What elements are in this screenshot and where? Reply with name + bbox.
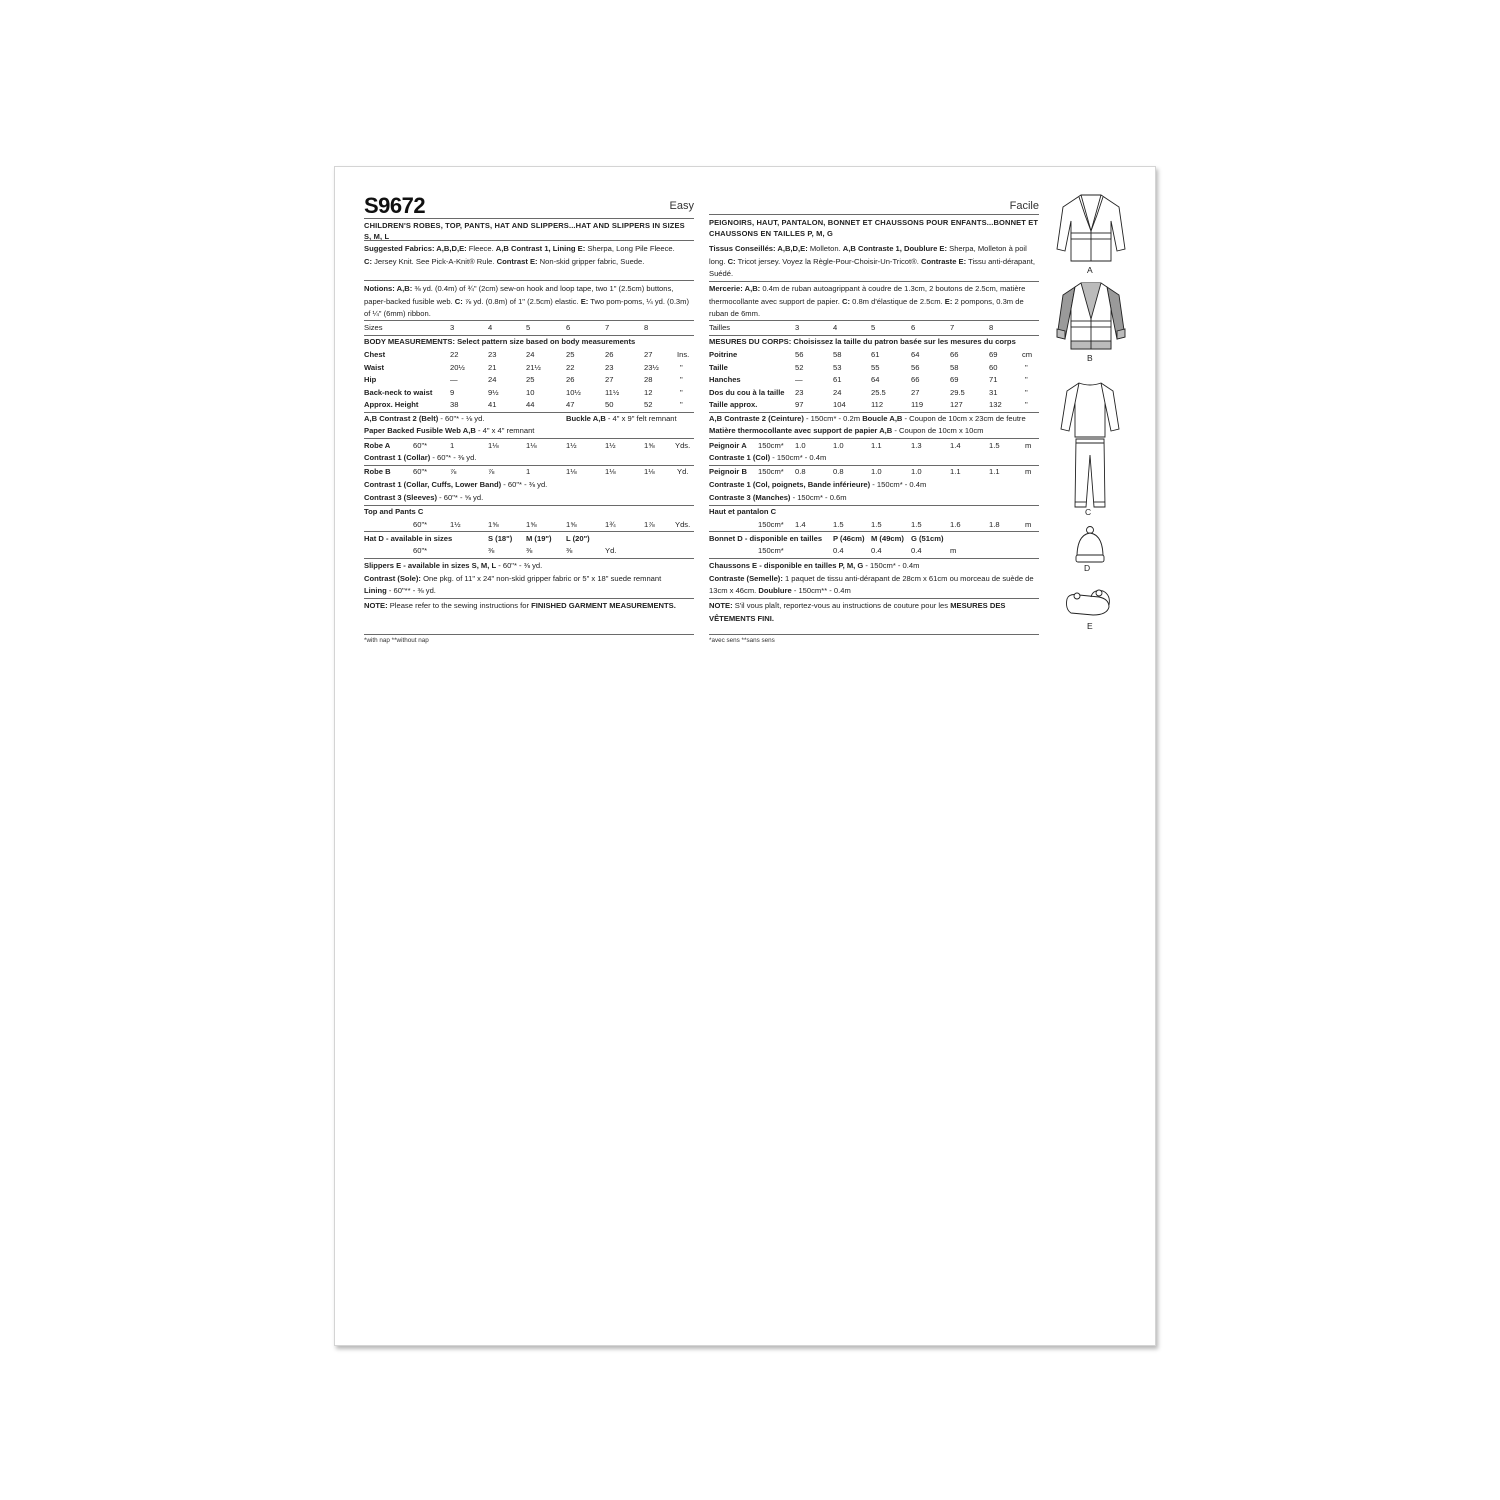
divider — [709, 214, 1039, 215]
divider — [709, 320, 1039, 321]
fusible-web-line: Matière thermocollante avec support de papier A,B - Coupon de 10cm x 10cm — [709, 426, 984, 435]
suggested-fabrics: Suggested Fabrics: A,B,D,E: Fleece. A,B Contrast 1, Lining E: Sherpa, Long Pile Fleece. C: Jersey Knit. See Pick-A-Knit® Rule. Contrast E: Non-skid gripper fabric, Suede. — [364, 244, 675, 266]
body-measurements-heading: BODY MEASUREMENTS: Select pattern size based on body measurements — [364, 337, 636, 346]
robe-b-contrast-3: Contrast 3 (Sleeves) - 60"* - ⅝ yd. — [364, 492, 484, 502]
suggested-fabrics: Tissus Conseillés: A,B,D,E: Molleton. A,B Contraste 1, Doublure E: Sherpa, Molleton à poil long. C: Tricot jersey. Voyez la Règle-Pour-Choisir-Un-Tricot®. Contraste E: Tissu anti-dérapant, Suédé. — [709, 244, 1035, 278]
sizes-label: Sizes — [364, 323, 383, 332]
pattern-code: S9672 — [364, 193, 426, 218]
title-row — [364, 193, 694, 218]
robe-a-icon — [1053, 191, 1129, 273]
sizes-label: Tailles — [709, 323, 731, 332]
divider — [364, 558, 694, 559]
difficulty-level: Facile — [1009, 200, 1039, 212]
hat-d-icon — [1073, 525, 1107, 567]
body-measurements-heading: MESURES DU CORPS: Choisissez la taille du patron basée sur les mesures du corps — [709, 337, 1016, 346]
peignoir-b-contrast-1: Contraste 1 (Col, poignets, Bande inférieure) - 150cm* - 0.4m — [709, 480, 927, 489]
divider — [364, 634, 694, 635]
footnote: *avec sens **sans sens — [709, 637, 775, 644]
robe-b-icon — [1053, 279, 1129, 361]
chaussons-line: Chaussons E - disponible en tailles P, M, G - 150cm* - 0.4m — [709, 561, 920, 570]
sole-line: Contrast (Sole): One pkg. of 11" x 24" non-skid gripper fabric or 5" x 18" suede remnant — [364, 573, 662, 583]
difficulty-level: Easy — [669, 200, 694, 212]
divider — [364, 438, 694, 439]
semelle-block: Contraste (Semelle): 1 paquet de tissu anti-dérapant de 28cm x 61cm ou morceau de suède de 13cm x 46cm. Doublure - 150cm** - 0.4m — [709, 573, 1034, 595]
pattern-title: PEIGNOIRS, HAUT, PANTALON, BONNET ET CHAUSSONS POUR ENFANTS...BONNET ET CHAUSSONS EN TAILLES P, M, G — [709, 218, 1039, 238]
haut-pantalon-label: Haut et pantalon C — [709, 507, 777, 516]
divider — [709, 531, 1039, 532]
note: NOTE: S'il vous plaît, reportez-vous au instructions de couture pour les MESURES DES VÊTEMENTS FINI. — [709, 601, 1006, 623]
divider — [709, 598, 1039, 599]
view-label-e: E — [1087, 621, 1093, 631]
notions: Mercerie: A,B: 0.4m de ruban autoagrippant à coudre de 1.3cm, 2 boutons de 2.5cm, matière thermocollante avec support de papier. C: 0.8m d'élastique de 2.5cm. E: 2 pompons, 0.3m de ruban de 6mm. — [709, 284, 1026, 318]
view-label-a: A — [1087, 265, 1093, 275]
view-label-c: C — [1085, 507, 1092, 517]
divider — [364, 218, 694, 219]
pattern-title: CHILDREN'S ROBES, TOP, PANTS, HAT AND SLIPPERS...HAT AND SLIPPERS IN SIZES S, M, L — [364, 221, 685, 241]
divider — [364, 598, 694, 599]
belt-line: A,B Contraste 2 (Ceinture) - 150cm* - 0.2m Boucle A,B - Coupon de 10cm x 23cm de feutre — [709, 414, 1026, 423]
slippers-e-icon — [1063, 587, 1115, 621]
peignoir-b-contrast-3: Contraste 3 (Manches) - 150cm* - 0.6m — [709, 492, 847, 502]
view-label-d: D — [1084, 563, 1091, 573]
view-label-b: B — [1087, 353, 1093, 363]
divider — [364, 280, 694, 281]
pattern-back-sheet: S9672 Easy CHILDREN'S ROBES, TOP, PANTS, HAT AND SLIPPERS...HAT AND SLIPPERS IN SIZES S, M, L Suggested Fabrics: A,B,D,E: Fleece. A,B Contrast 1, Lining E: Sherpa, Long Pile Fleece. C: Jersey Knit. See Pick-A-Knit® Rule. Contrast E: Non-skid gripper fabric, Suede. Notions: A,B: ⅜ yd. (0.4m) of ¾" (2cm) sew-on hook and loop tape, two 1" (2.5cm) buttons, paper-backed fusible web. C: ⅞ yd. (0.8m) of 1" (2.5cm) elastic. E: Two pom-poms, ¼ yd. (0.3m) of ¼" (6mm) ribbon. Sizes 3 4 5 6 7 8 BODY MEASUREMENTS: Select pattern size based on body measurements Chest 22 23 24 25 26 27 Ins. Waist 20½ 21 21½ 22 23 23½ " Hip — 24 25 26 27 28 " Back-neck to waist 9 9½ 10 10½ 11½ 12 " Approx. Height 38 41 44 47 50 52 " A,B Contrast 2 (Belt) - 60"* - ⅛ yd. Buckle A,B - 4" x 9" felt remnant Paper Backed Fusible Web A,B - 4" x 4" remnant Robe A 60"* 1 1⅛ 1⅛ 1½ 1½ 1⅝ Yds. Contrast 1 (Collar) - 60"* - ⅜ yd. Robe B 60"* ⅞ ⅞ 1 1⅛ 1⅛ 1⅛ Yd. Contrast 1 (Collar, Cuffs, Lower Band) - 60"* - ⅜ yd. Contrast 3 (Sleeves) - 60"* - ⅝ yd. Top and Pants C 60"* 1½ 1⅝ 1⅝ 1⅝ 1¾ 1⅞ Yds. Hat D - available in sizes S (18") M (19") L (20") 60"* ⅜ ⅜ ⅜ Yd. Slippers E - available in sizes S, M, L - 60"* - ⅜ yd. Contrast (Sole): One pkg. of 11" x 24" non-skid gripper fabric or 5" x 18" suede remnant Lining - 60"** - ⅜ yd. NOTE: Please refer to the sewing instructions for FINISHED GARMENT MEASUREMENTS. *with nap **without nap Facile PEIGNOIRS, HAUT, PANTALON, BONNET ET CHAUSSONS POUR ENFANTS...BONNET ET CHAUSSONS EN TAILLES P, M, G Tissus Conseillés: A,B,D,E: Molleton. A,B Contraste 1, Doublure E: Sherpa, Molleton à poil long. C: Tricot jersey. Voyez la Règle-Pour-Choisir-Un-Tricot®. Contraste E: Tissu anti-dérapant, Suédé. Mercerie: A,B: 0.4m de ruban autoagrippant à coudre de 1.3cm, 2 boutons de 2.5cm, matière thermocollante avec support de papier. C: 0.8m d'élastique de 2.5cm. E: 2 pompons, 0.3m de ruban de 6mm. Tailles 3 4 5 6 7 8 MESURES DU CORPS: Choisissez la taille du patron basée sur les mesures du corps Poitrine 56 58 61 64 66 69 cm Taille 52 53 55 56 58 60 " Hanches — 61 64 66 69 71 " Dos du cou à la taille 23 24 25.5 27 29.5 31 " Taille approx. 97 104 112 119 127 132 " A,B Contraste 2 (Ceinture) - 150cm* - 0.2m Boucle A,B - Coupon de 10cm x 23cm de feutre Matière thermocollante avec support de papier A,B - Coupon de 10cm x 10cm Peignoir A 150cm* 1.0 1.0 1.1 1.3 1.4 1.5 m Contraste 1 (Col) - 150cm* - 0.4m Peignoir B 150cm* 0.8 0.8 1.0 1.0 1.1 1.1 m Contraste 1 (Col, poignets, Bande inférieure) - 150cm* - 0.4m Contraste 3 (Manches) - 150cm* - 0.6m Haut et pantalon C 150cm* 1.4 1.5 1.5 1.5 1.6 1.8 m Bonnet D - disponible en tailles P (46cm) M (49cm) G (51cm) 150cm* 0.4 0.4 0.4 m Chaussons E - disponible en tailles P, M, G - 150cm* - 0.4m Contraste (Semelle): 1 paquet de tissu anti-dérapant de 28cm x 61cm ou morceau de suède de 13cm x 46cm. Doublure - 150cm** - 0.4m NOTE: S'il vous plaît, reportez-vous au instructions de couture pour les MESURES DES VÊTEMENTS FINI. *avec sens **sans sens A B C D E — [334, 166, 1156, 1346]
footnote: *with nap **without nap — [364, 637, 429, 644]
notions: Notions: A,B: ⅜ yd. (0.4m) of ¾" (2cm) sew-on hook and loop tape, two 1" (2.5cm) buttons, paper-backed fusible web. C: ⅞ yd. (0.8m) of 1" (2.5cm) elastic. E: Two pom-poms, ¼ yd. (0.3m) of ¼" (6mm) ribbon. — [364, 284, 690, 318]
note: NOTE: Please refer to the sewing instructions for FINISHED GARMENT MEASUREMENTS. — [364, 601, 676, 610]
slippers-line: Slippers E - available in sizes S, M, L - 60"* - ⅜ yd. — [364, 561, 543, 570]
robe-b-contrast-1: Contrast 1 (Collar, Cuffs, Lower Band) - 60"* - ⅜ yd. — [364, 480, 548, 489]
top-pants-label: Top and Pants C — [364, 507, 424, 516]
title-row — [709, 193, 1039, 215]
divider — [709, 634, 1039, 635]
divider — [364, 320, 694, 321]
divider — [364, 240, 694, 241]
divider — [709, 281, 1039, 282]
divider — [709, 438, 1039, 439]
peignoir-a-contrast: Contraste 1 (Col) - 150cm* - 0.4m — [709, 453, 827, 462]
divider — [709, 558, 1039, 559]
robe-a-contrast: Contrast 1 (Collar) - 60"* - ⅜ yd. — [364, 453, 477, 462]
lining-line: Lining - 60"** - ⅜ yd. — [364, 586, 436, 595]
top-pants-c-icon — [1057, 377, 1123, 513]
fusible-web-line: Paper Backed Fusible Web A,B - 4" x 4" remnant — [364, 426, 535, 435]
divider — [364, 531, 694, 532]
